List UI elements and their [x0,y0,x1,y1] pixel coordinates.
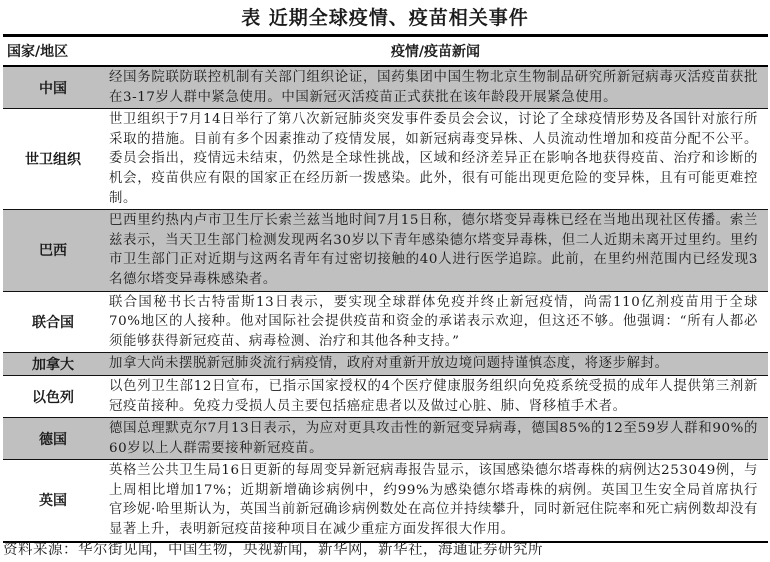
row-news: 德国总理默克尔7月13日表示，为应对更具攻击性的新冠变异病毒，德国85%的12至59岁人群和90%的60岁以上人群需要接种新冠疫苗。 [109,421,758,456]
source-note: 资料来源：华尔街见闻，中国生物，央视新闻，新华网，新华社，海通证券研究所 [3,542,543,558]
row-region: 联合国 [32,314,74,331]
row-region: 英国 [39,493,67,510]
table-title: 表 近期全球疫情、疫苗相关事件 [241,7,529,29]
row-region: 以色列 [32,389,74,406]
header-news: 疫情/疫苗新闻 [390,44,481,60]
row-region: 巴西 [39,243,67,260]
header-region: 国家/地区 [7,44,69,60]
table-row [3,109,768,210]
row-news: 加拿大尚未摆脱新冠肺炎流行病疫情，政府对重新开放边境问题持谨慎态度，将逐步解封。 [109,356,669,372]
events-table [3,34,768,543]
row-news: 联合国秘书长古特雷斯13日表示，要实现全球群体免疫并终止新冠疫情，尚需110亿剂疫苗用于全球70%地区的人接种。他对国际社会提供疫苗和资金的承诺表示欢迎，但这还不够。他强调：“所有人都必须能够获得新冠疫苗、病毒检测、治疗和其他各种支持。” [109,294,758,349]
table-row [3,353,768,376]
row-region: 德国 [39,431,67,448]
row-region: 中国 [39,80,67,97]
table-row [3,418,768,460]
row-region: 加拿大 [32,357,74,374]
row-news: 经国务院联防联控机制有关部门组织论证，国药集团中国生物北京生物制品研究所新冠病毒灭活疫苗获批在3-17岁人群中紧急使用。中国新冠灭活疫苗正式获批在该年龄段开展紧急使用。 [109,70,758,105]
row-news: 世卫组织于7月14日举行了第八次新冠肺炎突发事件委员会会议，讨论了全球疫情形势及各国针对旅行所采取的措施。目前有多个因素推动了疫情发展，如新冠病毒变异株、人员流动性增加和疫苗分配不公平。委员会指出，疫情远未结束，仍然是全球性挑战，区域和经济差异正在影响各地获得疫苗、治疗和诊断的机会，疫苗供应有限的国家正在经历新一拨感染。此外，很有可能出现更危险的变异株，且有可能更难控制。 [109,112,758,206]
row-region: 世卫组织 [25,152,81,169]
row-news: 英格兰公共卫生局16日更新的每周变异新冠病毒报告显示，该国感染德尔塔毒株的病例达253049例，与上周相比增加17%；近期新增确诊病例中，约99%为感染德尔塔毒株的病例。英国卫生安全局首席执行官珍妮·哈里斯认为，英国当前新冠确诊病例数处在高位并持续攀升，同时新冠住院率和死亡病例数却没有显著上升，表明新冠疫苗接种项目在减少重症方面发挥很大作用。 [109,463,758,538]
table-row [3,210,768,291]
table-row [3,460,768,540]
table-row [3,67,768,109]
row-news: 以色列卫生部12日宣布，已指示国家授权的4个医疗健康服务组织向免疫系统受损的成年人提供第三剂新冠疫苗接种。免疫力受损人员主要包括癌症患者以及做过心脏、肺、肾移植手术者。 [109,378,758,414]
table-row [3,376,768,418]
table-row [3,292,768,354]
table-header [3,37,768,67]
row-news: 巴西里约热内卢市卫生厅长索兰兹当地时间7月15日称，德尔塔变异毒株已经在当地出现社区传播。索兰兹表示，当天卫生部门检测发现两名30岁以下青年感染德尔塔变异毒株，但二人近期未离开过里约。里约市卫生部门正对近期与这两名青年有过密切接触的40人进行医学追踪。此前，在里约州范围内已经发现3名德尔塔变异毒株感染者。 [109,213,758,287]
